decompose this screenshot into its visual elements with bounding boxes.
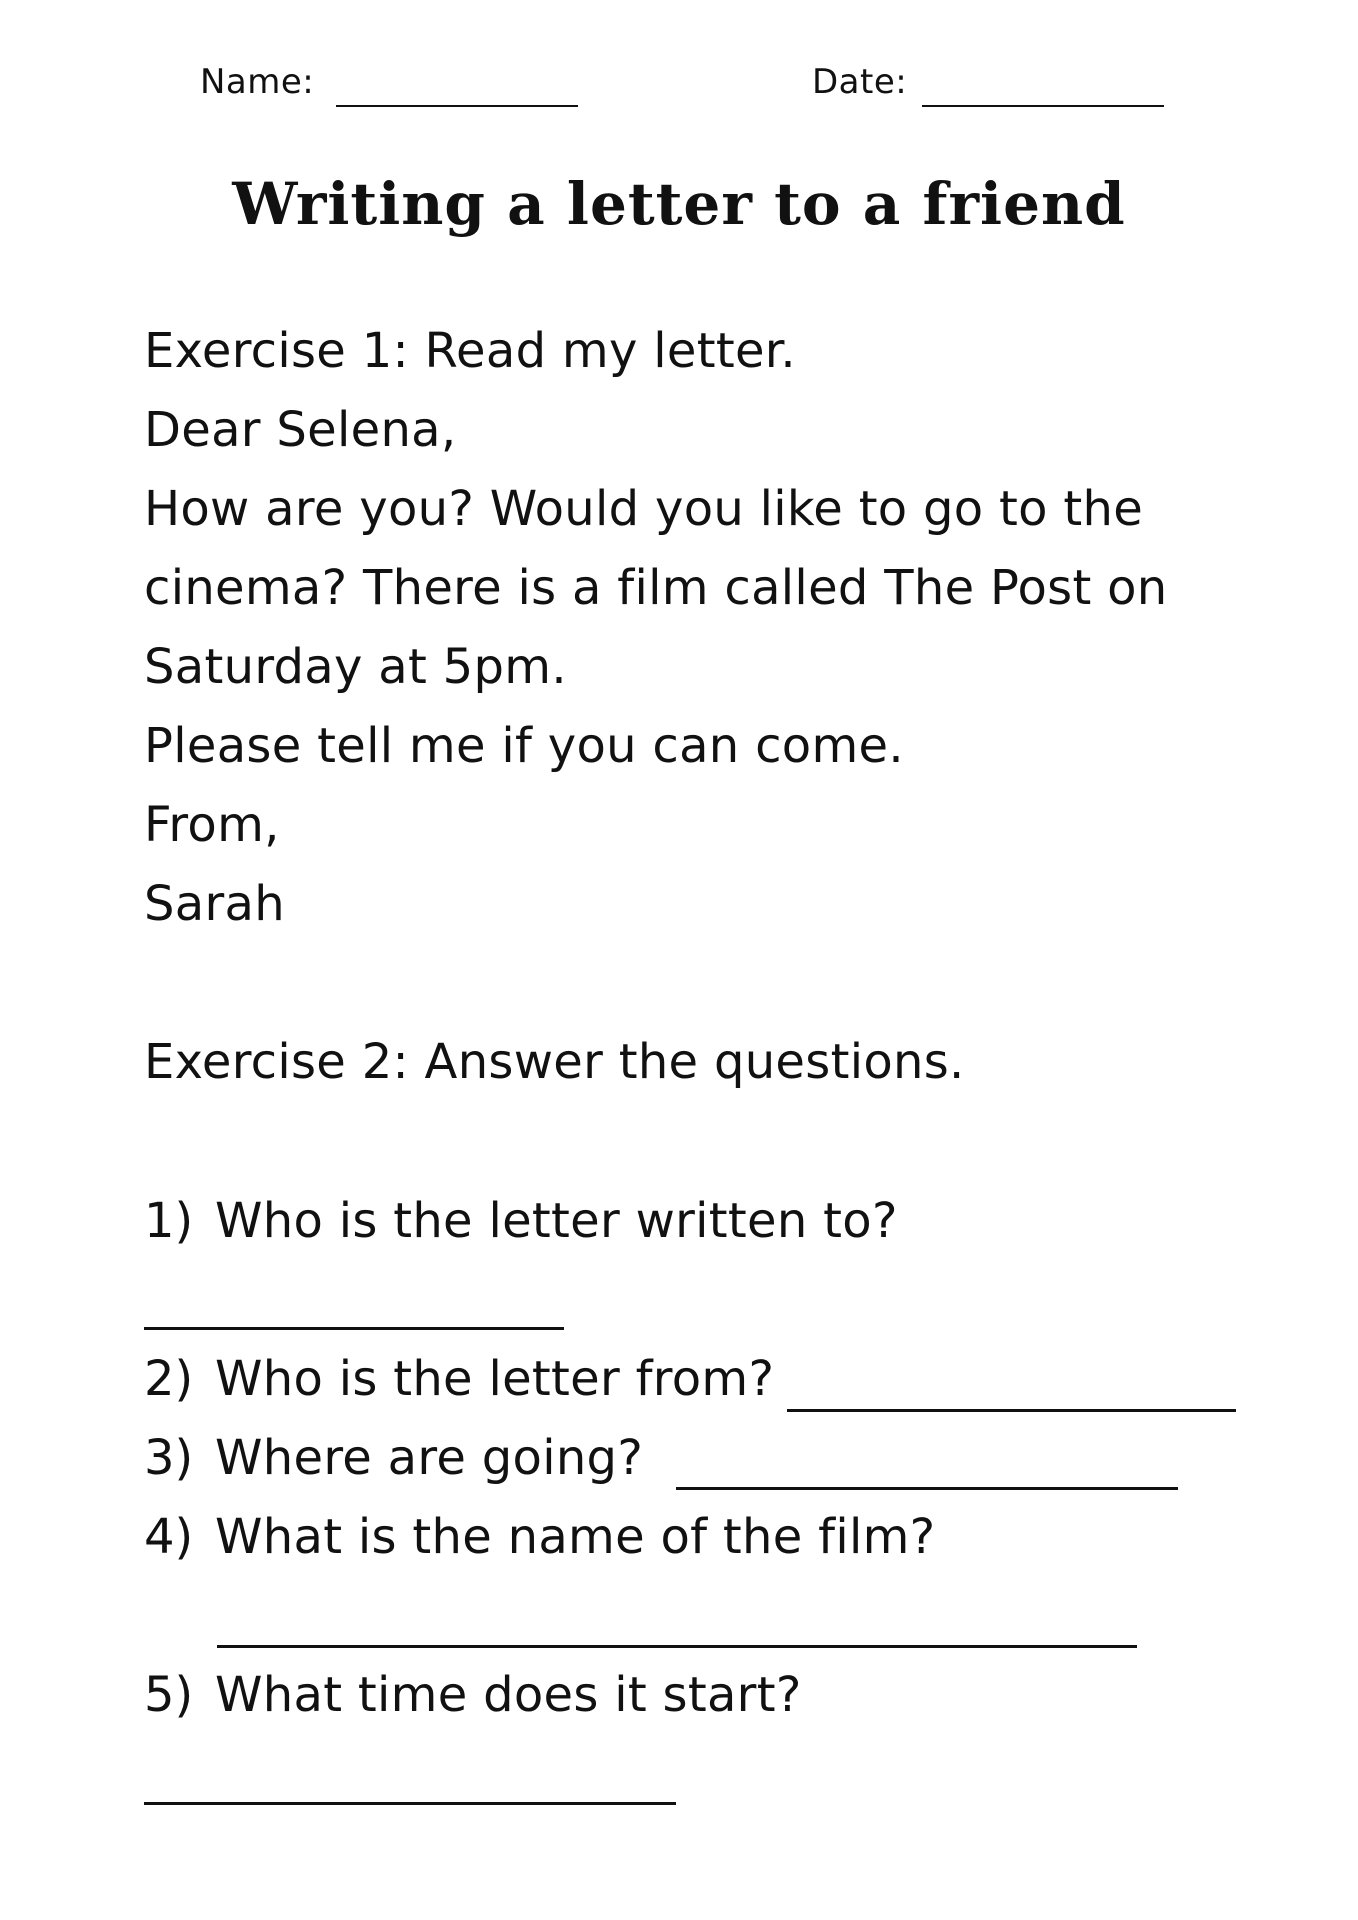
letter-signature: Sarah bbox=[144, 876, 285, 932]
question-text: What is the name of the film? bbox=[215, 1509, 936, 1565]
name-label: Name: bbox=[200, 62, 315, 102]
letter-line: Please tell me if you can come. bbox=[144, 718, 904, 774]
question-text: Where are going? bbox=[215, 1430, 644, 1486]
question-number: 4) bbox=[144, 1509, 194, 1565]
letter-closing: From, bbox=[144, 797, 280, 853]
date-label: Date: bbox=[812, 62, 908, 102]
answer-2-line[interactable] bbox=[787, 1409, 1236, 1412]
exercise-1-heading: Exercise 1: Read my letter. bbox=[144, 323, 796, 379]
answer-5-line[interactable] bbox=[144, 1802, 676, 1805]
question-number: 2) bbox=[144, 1351, 194, 1407]
question-number: 1) bbox=[144, 1193, 194, 1249]
answer-1-line[interactable] bbox=[144, 1327, 564, 1330]
exercise-2-heading: Exercise 2: Answer the questions. bbox=[144, 1034, 965, 1090]
name-blank[interactable] bbox=[336, 105, 578, 107]
answer-4-line[interactable] bbox=[217, 1645, 1137, 1648]
date-blank[interactable] bbox=[922, 105, 1164, 107]
question-number: 5) bbox=[144, 1667, 194, 1723]
worksheet-title: Writing a letter to a friend bbox=[232, 170, 1126, 238]
letter-line: cinema? There is a film called The Post on bbox=[144, 560, 1168, 616]
letter-greeting: Dear Selena, bbox=[144, 402, 457, 458]
question-text: What time does it start? bbox=[215, 1667, 802, 1723]
letter-line: How are you? Would you like to go to the bbox=[144, 481, 1144, 537]
letter-line: Saturday at 5pm. bbox=[144, 639, 567, 695]
question-number: 3) bbox=[144, 1430, 194, 1486]
question-text: Who is the letter written to? bbox=[215, 1193, 898, 1249]
question-text: Who is the letter from? bbox=[215, 1351, 775, 1407]
answer-3-line[interactable] bbox=[676, 1487, 1178, 1490]
